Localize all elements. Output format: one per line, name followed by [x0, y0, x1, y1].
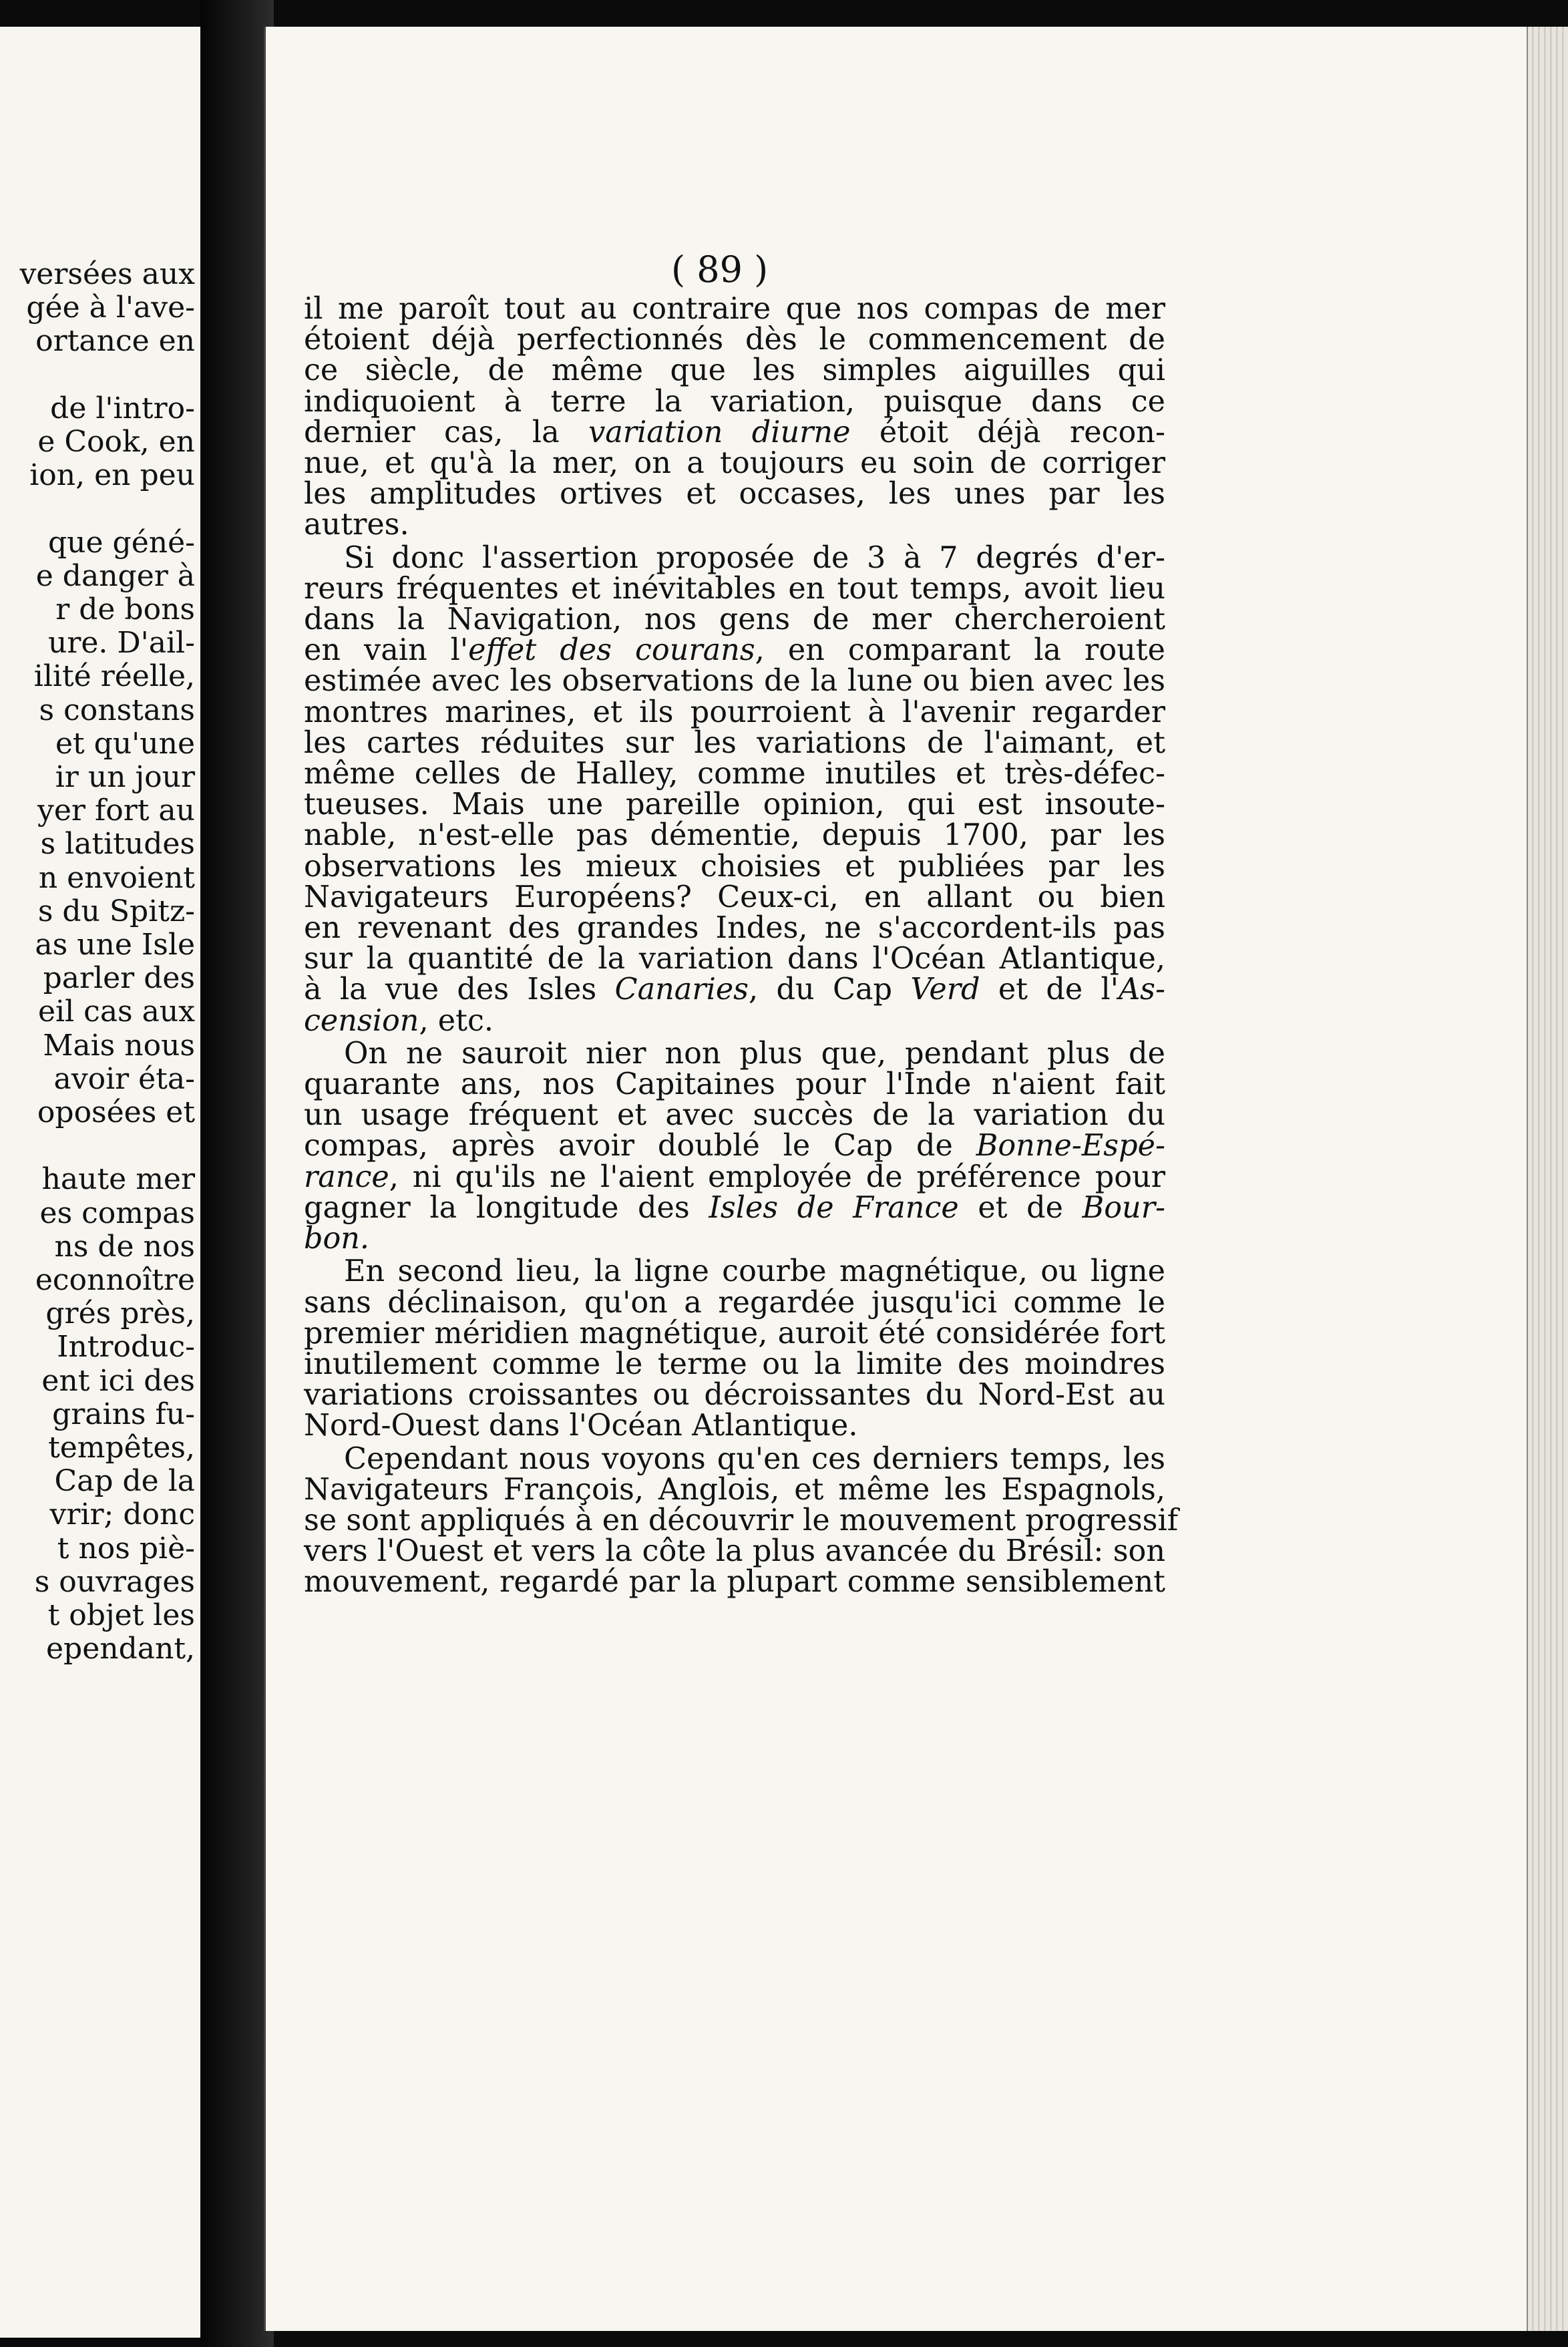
- left-page-line: econnoître: [35, 1263, 195, 1297]
- left-page-line: ion, en peu: [29, 458, 195, 493]
- text-run: , du Cap: [749, 972, 911, 1007]
- text-run: mouvement, regardé par la plupart comme sensiblement: [304, 1565, 1165, 1600]
- text-run: à la vue des Isles: [304, 972, 615, 1007]
- left-page-line: ortance en: [35, 324, 195, 359]
- text-run: indiquoient à terre la variation, puisque dans ce: [304, 384, 1165, 419]
- text-line: [304, 1346, 1165, 1381]
- text-run: et de: [958, 1190, 1083, 1225]
- italic-run: Canaries: [614, 972, 749, 1007]
- text-run: en revenant des grandes Indes, ne s'accordent-ils pas: [304, 911, 1165, 946]
- text-run: étoient déjà perfectionnés dès le commencement de: [304, 323, 1165, 357]
- text-run: il me paroît tout au contraire que nos compas de mer: [304, 292, 1165, 326]
- text-line: [304, 666, 1165, 697]
- left-page-line: yer fort au: [37, 793, 195, 828]
- text-run: en vain l': [304, 633, 469, 668]
- left-page-line: et qu'une: [55, 726, 195, 761]
- text-run: Si donc l'assertion proposée de 3 à 7 degrés d'er-: [344, 540, 1165, 575]
- text-line: [304, 849, 1165, 884]
- left-page-line: haute mer: [41, 1162, 195, 1197]
- paragraph: [304, 1256, 1165, 1441]
- italic-run: As-: [1118, 972, 1165, 1007]
- text-line: [304, 1536, 1165, 1567]
- italic-run: variation diurne: [588, 415, 851, 449]
- text-run: sur la quantité de la variation dans l'Océan Atlantique,: [304, 942, 1165, 976]
- text-run: sans déclinaison, qu'on a regardée jusqu'ici comme le: [304, 1285, 1165, 1320]
- text-line: [304, 1503, 1179, 1538]
- text-line: [304, 1003, 1165, 1038]
- left-page-line: Cap de la: [54, 1464, 195, 1499]
- text-run: , etc.: [419, 1003, 494, 1038]
- text-line: [304, 1441, 1165, 1476]
- text-line: [304, 759, 1165, 789]
- left-page-line: Introduc-: [57, 1330, 195, 1365]
- text-run: Navigateurs François, Anglois, et même les Espagnols,: [304, 1472, 1165, 1507]
- text-run: vers l'Ouest et vers la côte la plus avancée du Brésil: son: [304, 1534, 1165, 1569]
- text-line: [304, 1036, 1165, 1071]
- text-run: premier méridien magnétique, auroit été considérée fort: [304, 1316, 1165, 1350]
- text-line: [304, 974, 1165, 1005]
- left-page-line: ir un jour: [55, 760, 195, 794]
- text-line: [304, 1411, 1165, 1441]
- text-run: quarante ans, nos Capitaines pour l'Inde n'aient fait: [304, 1067, 1165, 1102]
- text-run: tueuses. Mais une pareille opinion, qui est insoute-: [304, 787, 1165, 822]
- text-line: [304, 1472, 1165, 1507]
- left-page-line: ent ici des: [41, 1363, 195, 1398]
- text-line: [304, 944, 1165, 974]
- left-page-line: Mais nous: [43, 1028, 195, 1063]
- left-page-line: r de bons: [55, 592, 195, 626]
- body-text: [304, 292, 1179, 1600]
- left-page-line: ependant,: [46, 1632, 195, 1666]
- text-run: nue, et qu'à la mer, on a toujours eu soin de corriger: [304, 446, 1165, 481]
- text-line: [304, 882, 1165, 913]
- left-page-line: t objet les: [47, 1598, 195, 1632]
- paragraph: [304, 1036, 1166, 1256]
- text-run: nable, n'est-elle pas démentie, depuis 1700, par les: [304, 818, 1165, 853]
- italic-run: bon.: [304, 1222, 370, 1256]
- text-run: estimée avec les observations de la lune ou bien avec les: [304, 664, 1165, 699]
- text-run: un usage fréquent et avec succès de la variation du: [304, 1098, 1165, 1133]
- left-page-line: gée à l'ave-: [26, 291, 195, 325]
- italic-run: cension: [304, 1003, 419, 1038]
- left-page-line: ilité réelle,: [33, 659, 195, 694]
- paragraph: [304, 294, 1165, 541]
- italic-run: Bour-: [1082, 1190, 1166, 1225]
- text-run: Navigateurs Européens? Ceux-ci, en allant ou bien: [304, 880, 1165, 914]
- left-page-line: de l'intro-: [50, 391, 195, 425]
- left-page-line: n envoient: [38, 860, 195, 895]
- text-line: [304, 417, 1165, 448]
- left-page-line: ns de nos: [54, 1229, 195, 1264]
- text-line: [304, 1256, 1165, 1287]
- text-run: , en comparant la route: [755, 633, 1166, 668]
- text-run: gagner la longitude des: [304, 1190, 709, 1225]
- text-line: [304, 384, 1165, 419]
- text-run: compas, après avoir doublé le Cap de: [304, 1129, 976, 1163]
- left-page-line: avoir éta-: [53, 1061, 195, 1096]
- text-run: les amplitudes ortives et occases, les unes par les: [304, 477, 1165, 512]
- left-page-line: t nos piè-: [57, 1531, 195, 1566]
- left-page-line: que géné-: [48, 525, 195, 560]
- text-run: autres.: [304, 508, 409, 542]
- text-line: [304, 789, 1165, 820]
- text-run: les cartes réduites sur les variations de l'aimant, et: [304, 725, 1165, 760]
- text-run: étoit déjà recon-: [850, 415, 1165, 449]
- text-line: [304, 448, 1165, 479]
- text-run: montres marines, et ils pourroient à l'avenir regarder: [304, 695, 1165, 729]
- left-page-line: s constans: [39, 693, 195, 727]
- text-run: , ni qu'ils ne l'aient employée de préférence pour: [389, 1159, 1165, 1194]
- text-line: [304, 540, 1165, 575]
- text-run: dernier cas, la: [304, 415, 589, 449]
- left-page-line: grés près,: [45, 1296, 195, 1331]
- left-page-line: oposées et: [37, 1095, 195, 1129]
- text-run: En second lieu, la ligne courbe magnétique, ou ligne: [344, 1254, 1165, 1289]
- text-line: [304, 510, 1165, 540]
- previous-page-edge: [0, 27, 202, 2338]
- text-run: même celles de Halley, comme inutiles et très-défec-: [304, 757, 1165, 791]
- text-line: [304, 604, 1165, 635]
- text-run: inutilement comme le terme ou la limite des moindres: [304, 1346, 1165, 1381]
- text-run: se sont appliqués à en découvrir le mouvement progressif: [304, 1503, 1179, 1538]
- text-line: [304, 725, 1165, 760]
- left-page-line: parler des: [43, 961, 195, 996]
- text-run: Nord-Ouest dans l'Océan Atlantique.: [304, 1409, 858, 1443]
- text-run: On ne sauroit nier non plus que, pendant plus de: [344, 1036, 1165, 1071]
- text-run: variations croissantes ou décroissantes du Nord-Est au: [304, 1378, 1165, 1413]
- text-line: [304, 1567, 1165, 1598]
- text-line: [304, 1190, 1166, 1225]
- left-page-line: e Cook, en: [37, 425, 195, 459]
- text-line: [304, 1380, 1165, 1411]
- text-run: Cependant nous voyons qu'en ces derniers temps, les: [344, 1441, 1165, 1476]
- left-page-line: vrir; donc: [49, 1497, 195, 1532]
- text-run: reurs fréquentes et inévitables en tout temps, avoit lieu: [304, 571, 1165, 606]
- left-page-line: s du Spitz-: [37, 894, 195, 928]
- text-line: [304, 635, 1165, 666]
- italic-run: effet des courans: [468, 633, 755, 668]
- book-gutter: [200, 0, 274, 2347]
- text-line: [304, 294, 1165, 325]
- left-page-line: as une Isle: [35, 928, 195, 962]
- text-line: [304, 355, 1165, 386]
- left-page-line: es compas: [39, 1196, 195, 1230]
- text-line: [304, 1069, 1165, 1100]
- left-page-line: e danger à: [35, 558, 195, 593]
- left-page-line: ure. D'ail-: [48, 626, 195, 661]
- text-line: [304, 1100, 1165, 1131]
- text-line: [304, 1285, 1165, 1320]
- text-line: [304, 820, 1165, 851]
- text-run: dans la Navigation, nos gens de mer chercheroient: [304, 602, 1165, 637]
- text-line: [304, 1224, 1165, 1254]
- text-line: [304, 571, 1165, 606]
- italic-run: Bonne-Espé-: [976, 1129, 1165, 1163]
- text-line: [304, 913, 1165, 944]
- text-run: observations les mieux choisies et publiées par les: [304, 849, 1165, 884]
- left-page-line: grains fu-: [52, 1397, 195, 1431]
- paragraph: [304, 1441, 1179, 1600]
- text-run: ce siècle, de même que les simples aiguilles qui: [304, 353, 1165, 388]
- text-run: et de l': [980, 972, 1119, 1007]
- italic-run: Isles de France: [709, 1190, 959, 1225]
- left-page-line: s latitudes: [40, 827, 195, 862]
- left-page-line: versées aux: [19, 257, 195, 291]
- italic-run: rance: [304, 1159, 389, 1194]
- text-line: [304, 697, 1165, 728]
- text-line: [304, 479, 1165, 510]
- page-fore-edge: [1527, 27, 1568, 2331]
- left-page-line: eil cas aux: [38, 995, 195, 1029]
- page-number: ( 89 ): [671, 248, 769, 291]
- text-line: [304, 1131, 1165, 1161]
- italic-run: Verd: [910, 972, 980, 1007]
- text-line: [304, 1318, 1165, 1349]
- text-line: [304, 325, 1165, 355]
- text-line: [304, 1159, 1165, 1194]
- paragraph: [304, 540, 1166, 1038]
- left-page-line: s ouvrages: [34, 1564, 195, 1599]
- left-page-line: tempêtes,: [48, 1431, 195, 1465]
